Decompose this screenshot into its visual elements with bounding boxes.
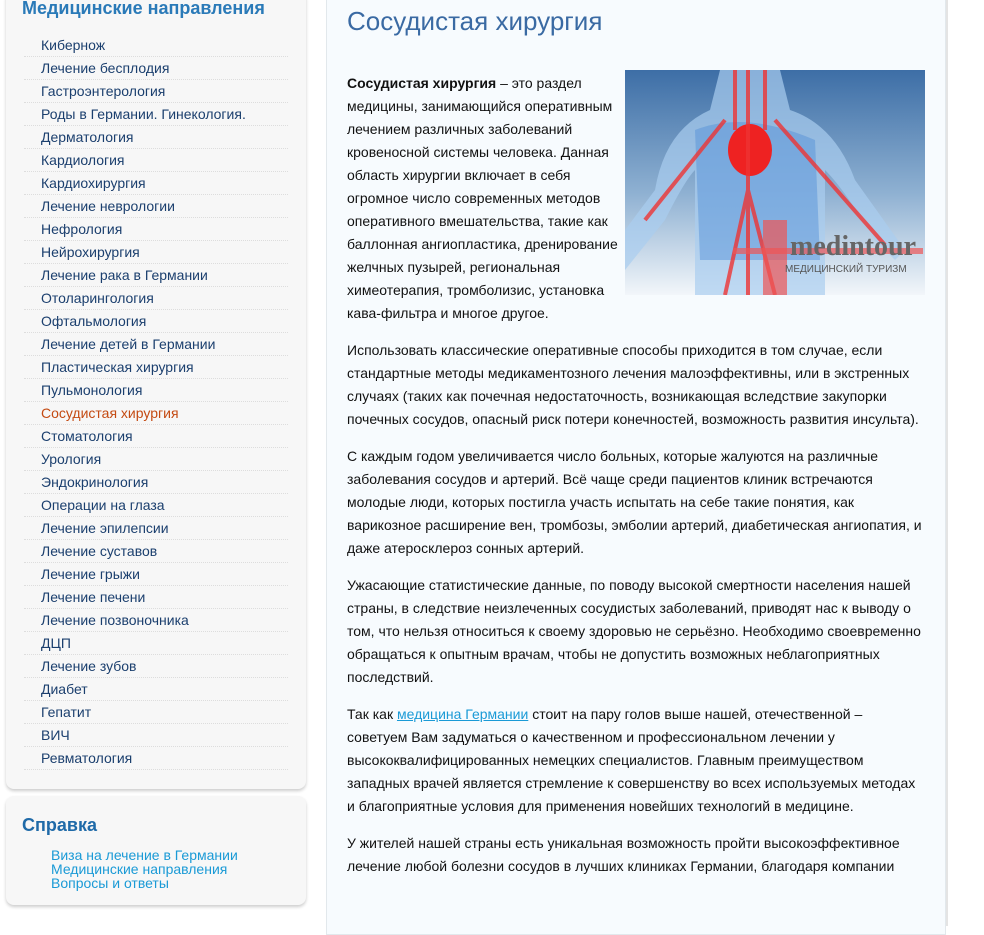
sidebar-item[interactable]: Роды в Германии. Гинекология.	[24, 103, 288, 126]
sidebar-item[interactable]: Кардиохирургия	[24, 172, 288, 195]
sidebar-item[interactable]: Лечение грыжи	[24, 563, 288, 586]
sidebar-item[interactable]: Диабет	[24, 678, 288, 701]
sidebar-item[interactable]: Лечение бесплодия	[24, 57, 288, 80]
directions-list	[24, 34, 288, 770]
article-paragraph: С каждым годом увеличивается число больных, которые жалуются на различные заболевания сосудов и артерий. Всё чаще среди пациентов клиник встречаются молодые люди, которых постигла участь испытать на себе такие понятия, как варикозное расширение вен, тромбозы, эмболии артерий, диабетическая ангиопатия, и даже атеросклероз сонных артерий.	[347, 448, 922, 556]
sidebar-item[interactable]: Отоларингология	[24, 287, 288, 310]
sidebar-item[interactable]: ДЦП	[24, 632, 288, 655]
sidebar-item[interactable]: Гепатит	[24, 701, 288, 724]
intro-bold: Сосудистая хирургия	[347, 75, 497, 91]
sidebar-item[interactable]: Лечение зубов	[24, 655, 288, 678]
help-links	[51, 848, 315, 890]
germany-medicine-link[interactable]: медицина Германии	[396, 706, 529, 722]
article-paragraph	[347, 72, 925, 325]
sidebar-item[interactable]: Пластическая хирургия	[24, 356, 288, 379]
sidebar-item[interactable]: Лечение неврологии	[24, 195, 288, 218]
sidebar-item[interactable]: Стоматология	[24, 425, 288, 448]
sidebar-title: Медицинские направления	[22, 0, 265, 18]
help-link-directions[interactable]: Медицинские направления	[51, 861, 228, 877]
sidebar-item[interactable]: Лечение рака в Германии	[24, 264, 288, 287]
body-illustration	[625, 70, 925, 295]
sidebar-item[interactable]: ВИЧ	[24, 724, 288, 747]
sidebar-item[interactable]: Лечение суставов	[24, 540, 288, 563]
sidebar-item[interactable]: Кардиология	[24, 149, 288, 172]
logo-subtext: МЕДИЦИНСКИЙ ТУРИЗМ	[785, 264, 907, 275]
sidebar-item[interactable]: Пульмонология	[24, 379, 288, 402]
p5-rest: стоит на пару голов выше нашей, отечественной – советуем Вам задуматься о качественном и профессиональном лечении у высококвалифицированных немецких специалистов. Главным преимуществом западных врачей является стремление к совершенству во всех используемых методах и благоприятные условия для применения новейших технологий в медицине.	[347, 706, 916, 814]
article	[326, 0, 946, 935]
page-border	[946, 0, 948, 926]
sidebar-item[interactable]: Лечение печени	[24, 586, 288, 609]
intro-text: – это раздел медицины, занимающийся оперативным лечением различных заболеваний кровеносной системы человека. Данная область хирургии включает в себя огромное число современных методов оперативного вмешательства, такие как баллонная ангиопластика, дренирование желчных пузырей, региональная химеотерапия, тромболизис, установка кава-фильтра и многое другое.	[347, 75, 618, 321]
logo-text: medintour	[790, 231, 916, 262]
sidebar-item[interactable]: Урология	[24, 448, 288, 471]
sidebar-item[interactable]: Сосудистая хирургия	[24, 402, 288, 425]
sidebar-item[interactable]: Лечение позвоночника	[24, 609, 288, 632]
sidebar-item[interactable]: Лечение детей в Германии	[24, 333, 288, 356]
sidebar-item[interactable]: Операции на глаза	[24, 494, 288, 517]
article-paragraph: Ужасающие статистические данные, по поводу высокой смертности населения нашей страны, в следствие неизлеченных сосудистых заболеваний, приводят нас к выводу о том, что нельзя относиться к своему здоровью не серьёзно. Необходимо своевременно обращаться к опытным врачам, чтобы не допустить возможных неблагоприятных последствий.	[347, 577, 921, 685]
help-link-visa[interactable]: Виза на лечение в Германии	[51, 847, 238, 863]
page-title: Сосудистая хирургия	[347, 6, 603, 36]
article-paragraph: Использовать классические оперативные способы приходится в том случае, если стандартные методы медикаментозного лечения малоэффективны, или в экстренных случаях (таких как почечная недостаточность, возникающая вследствие закупорки почечных сосудов, опасный риск потери конечностей, возможность развития инсульта).	[347, 342, 919, 427]
vascular-system-image	[625, 70, 925, 295]
sidebar-item[interactable]: Ревматология	[24, 747, 288, 770]
sidebar-item[interactable]: Офтальмология	[24, 310, 288, 333]
sidebar-item[interactable]: Кибернож	[24, 34, 288, 57]
sidebar-item[interactable]: Нейрохирургия	[24, 241, 288, 264]
sidebar-item[interactable]: Лечение эпилепсии	[24, 517, 288, 540]
help-panel	[6, 796, 306, 905]
article-paragraph: У жителей нашей страны есть уникальная возможность пройти высокоэффективное лечение любой болезни сосудов в лучших клиниках Германии, благодаря компании	[347, 835, 900, 874]
p5-start: Так как	[347, 706, 397, 722]
medical-directions-panel	[6, 0, 306, 789]
sidebar-item[interactable]: Гастроэнтерология	[24, 80, 288, 103]
article-paragraph	[347, 703, 925, 818]
sidebar-item[interactable]: Дерматология	[24, 126, 288, 149]
sidebar-item[interactable]: Нефрология	[24, 218, 288, 241]
help-link-faq[interactable]: Вопросы и ответы	[51, 875, 169, 891]
help-title: Справка	[22, 815, 97, 835]
sidebar-item[interactable]: Эндокринология	[24, 471, 288, 494]
